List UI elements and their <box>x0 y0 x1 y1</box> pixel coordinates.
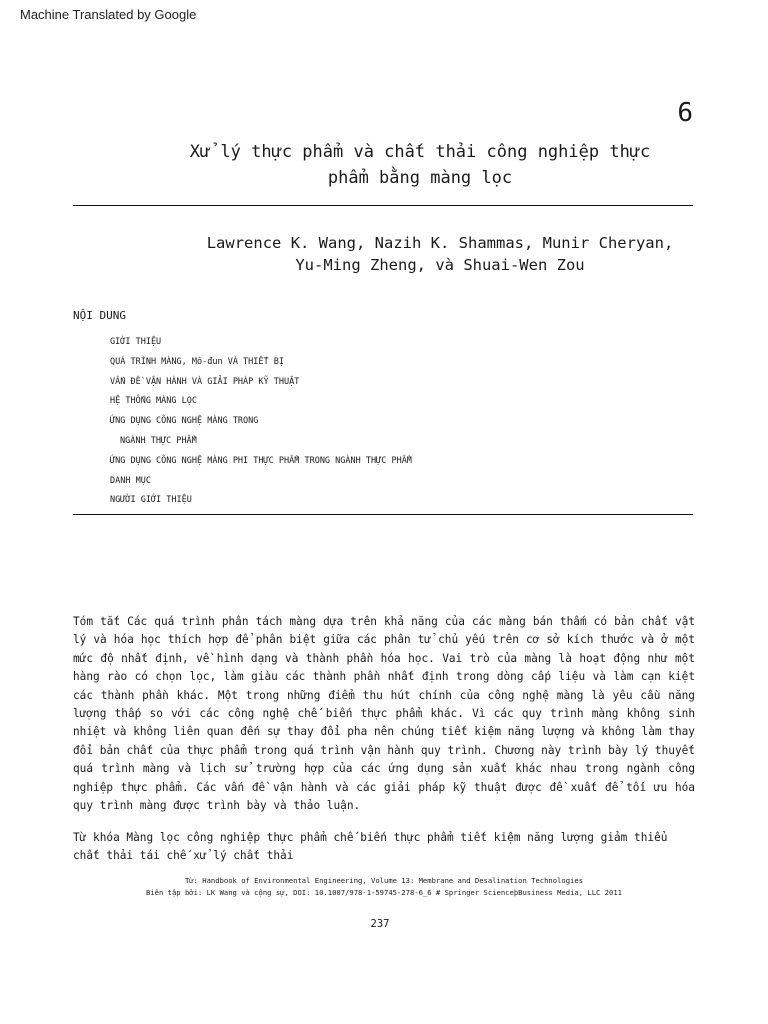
title-divider <box>73 205 693 206</box>
toc-item[interactable]: QUÁ TRÌNH MÀNG, Mô-đun VÀ THIẾT BỊ <box>110 356 284 367</box>
author-line: Lawrence K. Wang, Nazih K. Shammas, Munir Cheryan, <box>206 234 674 252</box>
toc-item[interactable]: DANH MỤC <box>110 475 151 486</box>
author-list <box>170 232 710 276</box>
keywords-paragraph: Từ khóa Màng lọc công nghiệp thực phẩm chế biến thực phẩm tiết kiệm năng lượng giảm thiểu chất thải tái chế xử lý chất thải <box>73 831 668 863</box>
table-of-contents <box>110 336 412 514</box>
chapter-title <box>160 139 680 191</box>
toc-item[interactable]: VẤN ĐỀ VẬN HÀNH VÀ GIẢI PHÁP KỸ THUẬT <box>110 376 300 387</box>
toc-item-continuation[interactable]: NGÀNH THỰC PHẨM <box>120 435 197 446</box>
chapter-title-line: phẩm bằng màng lọc <box>327 168 513 188</box>
source-citation <box>73 875 695 898</box>
abstract-paragraph: Tóm tắt Các quá trình phân tách màng dựa trên khả năng của các màng bán thấm có bản chất vật lý và hóa học thích hợp để phân biệt giữa các phân tử chủ yếu trên cơ sở kích thước và ở một mức độ nhất định, về hình dạng và thành phần hóa học. Vai trò của màng là hoạt động như một hàng rào có chọn lọc, làm giàu các thành phần nhất định trong dòng cấp liệu và làm cạn kiệt các thành phần khác. Một trong những điểm thu hút chính của công nghệ màng là yêu cầu năng lượng thấp so với các công nghệ chế biến thực phẩm khác. Vì các quy trình màng không sinh nhiệt và không liên quan đến sự thay đổi pha nên chúng tiết kiệm năng lượng và không làm thay đổi bản chất của thực phẩm trong quá trình vận hành quy trình. Chương này trình bày lý thuyết quá trình màng và lịch sử trường hợp của các ứng dụng sản xuất khác nhau trong ngành công nghiệp thực phẩm. Các vấn đề vận hành và các giải pháp kỹ thuật được đề xuất để tối ưu hóa quy trình màng được trình bày và thảo luận. <box>73 615 695 813</box>
toc-item[interactable]: HỆ THỐNG MÀNG LỌC <box>110 396 197 407</box>
chapter-title-line: Xử lý thực phẩm và chất thải công nghiệp thực <box>189 142 651 162</box>
toc-item[interactable]: ỨNG DỤNG CÔNG NGHỆ MÀNG PHI THỰC PHẨM TRONG NGÀNH THỰC PHẨM <box>110 455 412 466</box>
machine-translation-banner: Machine Translated by Google <box>20 7 197 22</box>
contents-divider <box>73 514 693 515</box>
source-line: Từ: Handbook of Environmental Engineering, Volume 13: Membrane and Desalination Technologies <box>184 876 584 885</box>
page-number: 237 <box>370 918 390 930</box>
toc-item[interactable]: GIỚI THIỆU <box>110 337 162 347</box>
toc-item[interactable]: NGƯỜI GIỚI THIỆU <box>110 495 192 506</box>
contents-heading: NỘI DUNG <box>73 309 126 322</box>
source-line: Biên tập bởi: LK Wang và cộng sự, DOI: 10.1007/978-1-59745-278-6_6 # Springer ScienceþBusiness Media, LLC 2011 <box>146 887 622 897</box>
author-line: Yu-Ming Zheng, và Shuai-Wen Zou <box>295 256 585 274</box>
chapter-number: 6 <box>677 98 693 128</box>
toc-item[interactable]: ỨNG DỤNG CÔNG NGHỆ MÀNG TRONG <box>110 416 259 427</box>
